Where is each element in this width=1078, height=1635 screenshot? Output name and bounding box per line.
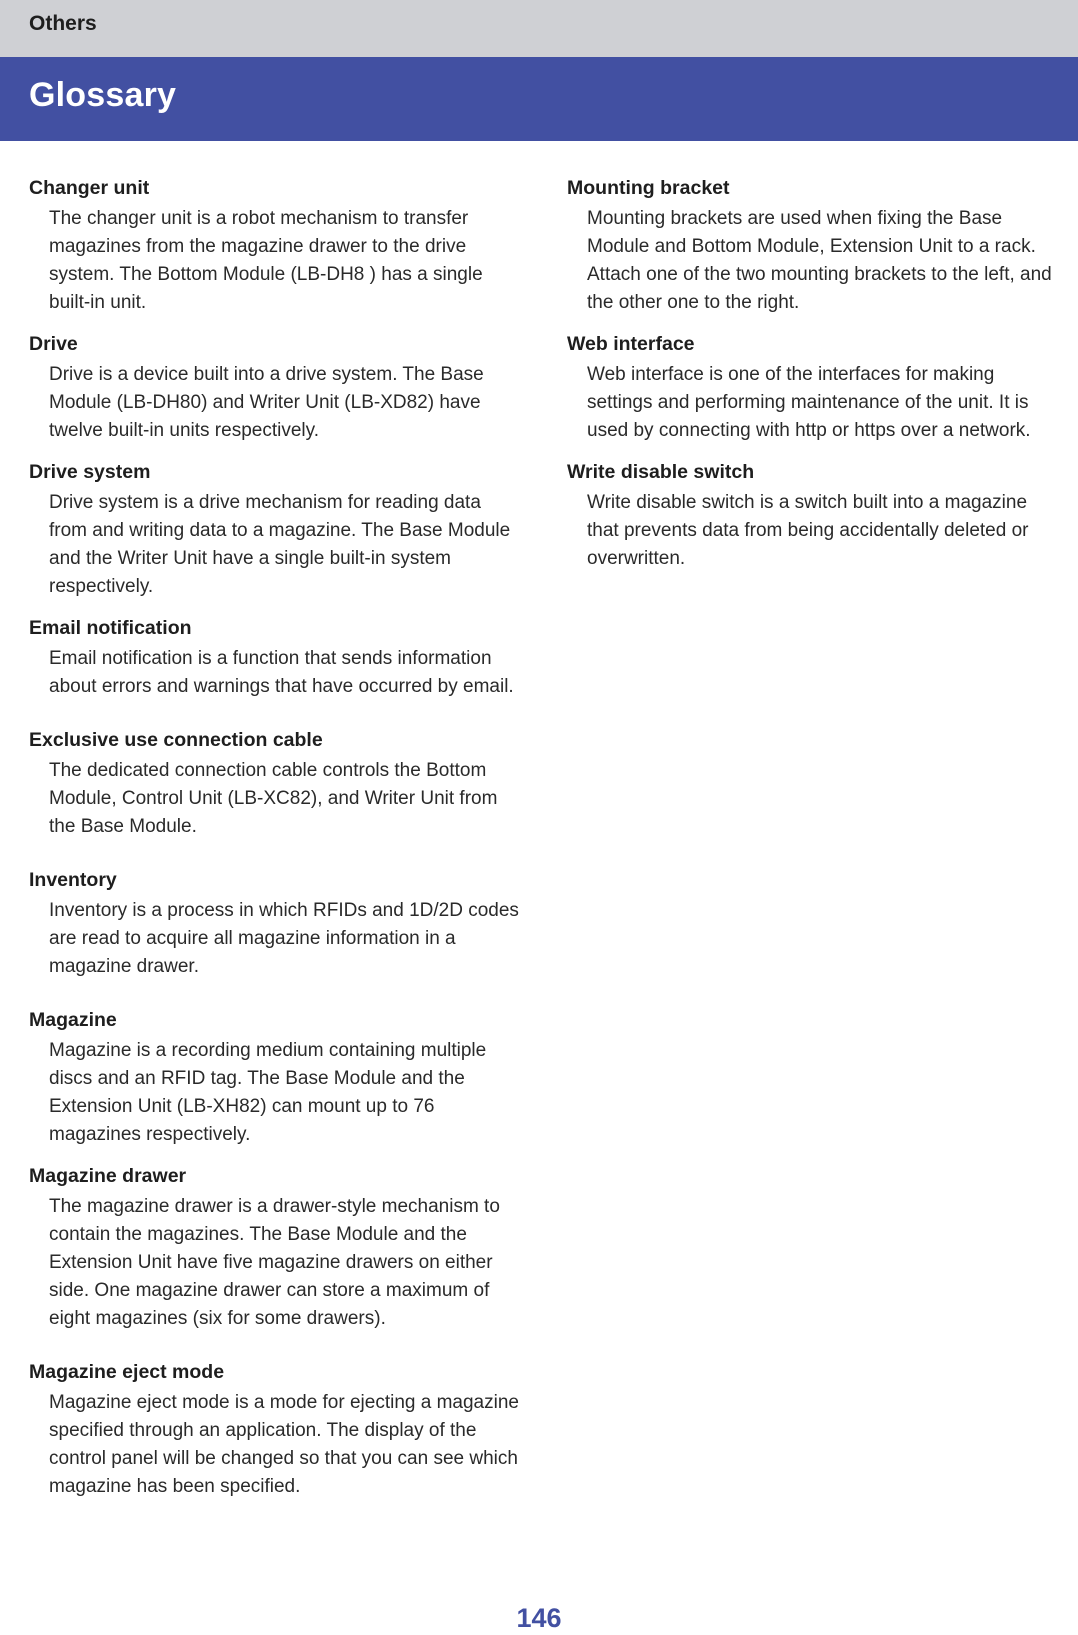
glossary-term: Inventory [29, 869, 117, 891]
glossary-term: Magazine drawer [29, 1165, 187, 1187]
glossary-definition: Magazine is a recording medium containing multiple discs and an RFID tag. The Base Module and the Extension Unit (LB-XH82) can mount up to 76 magazines respectively. [49, 1040, 487, 1145]
glossary-entry-drive-system [29, 459, 519, 601]
glossary-left-column [29, 175, 519, 1515]
glossary-right-column [567, 175, 1062, 587]
glossary-term: Email notification [29, 617, 192, 639]
glossary-definition: The changer unit is a robot mechanism to transfer magazines from the magazine drawer to the drive system. The Bottom Module (LB-DH8 ) has a single built-in unit. [49, 208, 483, 313]
glossary-entry-drive [29, 331, 519, 445]
glossary-definition: Mounting brackets are used when fixing the Base Module and Bottom Module, Extension Unit to a rack. Attach one of the two mounting brackets to the left, and the other one to the right. [587, 208, 1052, 313]
glossary-entry-exclusive-cable [29, 727, 519, 841]
glossary-definition: The dedicated connection cable controls the Bottom Module, Control Unit (LB-XC82), and Writer Unit from the Base Module. [49, 760, 498, 837]
glossary-term: Exclusive use connection cable [29, 729, 323, 751]
glossary-term: Changer unit [29, 177, 150, 199]
glossary-definition: The magazine drawer is a drawer-style mechanism to contain the magazines. The Base Module and the Extension Unit have five magazine drawers on either side. One magazine drawer can store a maximum of eight magazines (six for some drawers). [49, 1196, 500, 1329]
glossary-entry-write-disable-switch [567, 459, 1062, 573]
glossary-definition: Inventory is a process in which RFIDs and 1D/2D codes are read to acquire all magazine information in a magazine drawer. [49, 900, 519, 977]
glossary-definition: Drive system is a drive mechanism for reading data from and writing data to a magazine. The Base Module and the Writer Unit have a single built-in system respectively. [49, 492, 511, 597]
glossary-entry-magazine [29, 1007, 519, 1149]
glossary-term: Mounting bracket [567, 177, 730, 199]
glossary-entry-magazine-eject-mode [29, 1359, 519, 1501]
glossary-term: Magazine eject mode [29, 1361, 225, 1383]
glossary-definition: Write disable switch is a switch built into a magazine that prevents data from being accidentally deleted or overwritten. [587, 492, 1029, 569]
glossary-term: Drive [29, 333, 78, 355]
glossary-term: Web interface [567, 333, 695, 355]
glossary-entry-magazine-drawer [29, 1163, 519, 1333]
section-header [0, 0, 1078, 57]
glossary-entry-changer-unit [29, 175, 519, 317]
glossary-definition: Drive is a device built into a drive system. The Base Module (LB-DH80) and Writer Unit (LB-XD82) have twelve built-in units respectively. [49, 364, 484, 441]
glossary-definition: Magazine eject mode is a mode for ejecting a magazine specified through an application. The display of the control panel will be changed so that you can see which magazine has been specified. [49, 1392, 519, 1497]
glossary-definition: Email notification is a function that sends information about errors and warnings that have occurred by email. [49, 648, 514, 697]
glossary-entry-email-notification [29, 615, 519, 701]
section-label: Others [29, 12, 97, 35]
glossary-entry-inventory [29, 867, 519, 981]
page-title: Glossary [29, 76, 177, 114]
glossary-term: Write disable switch [567, 461, 755, 483]
glossary-entry-web-interface [567, 331, 1062, 445]
title-banner [0, 57, 1078, 141]
glossary-definition: Web interface is one of the interfaces for making settings and performing maintenance of the unit. It is used by connecting with http or https over a network. [587, 364, 1031, 441]
page-number: 146 [516, 1603, 562, 1633]
glossary-term: Drive system [29, 461, 151, 483]
glossary-term: Magazine [29, 1009, 117, 1031]
glossary-entry-mounting-bracket [567, 175, 1062, 317]
